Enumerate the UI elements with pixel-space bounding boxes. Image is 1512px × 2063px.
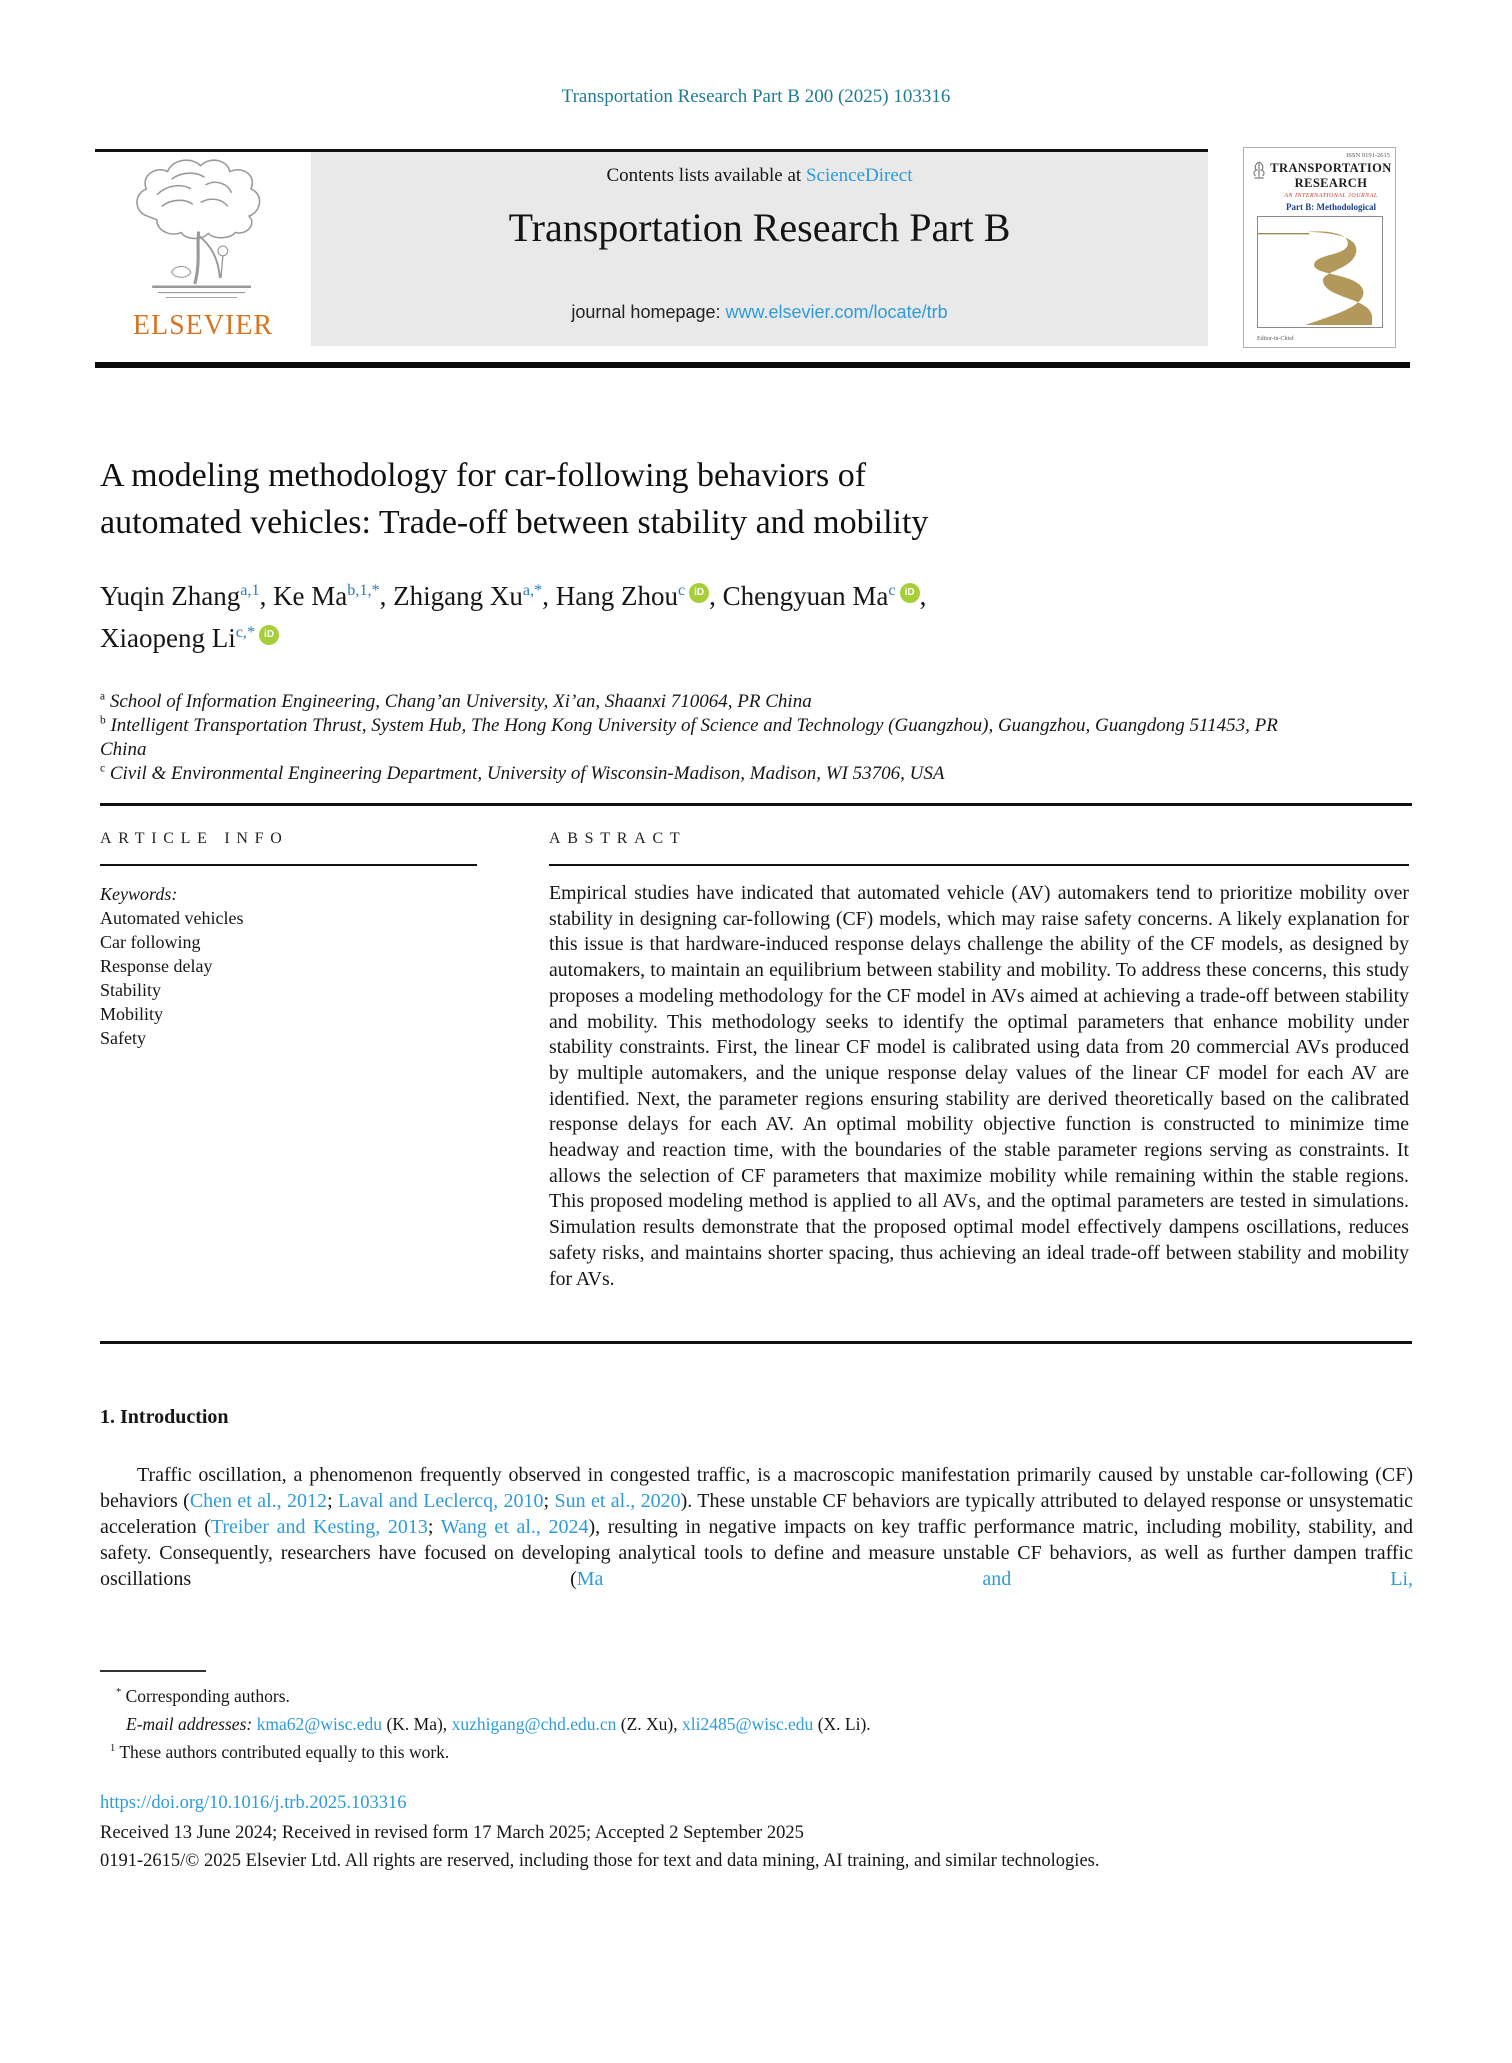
introduction-heading: 1. Introduction: [100, 1406, 229, 1428]
sciencedirect-link[interactable]: ScienceDirect: [805, 165, 913, 186]
email-after: (K. Ma),: [382, 1714, 452, 1734]
orcid-icon[interactable]: iD: [689, 583, 709, 603]
affiliation-list: [100, 690, 1290, 786]
footnote-one: 1: [110, 1743, 116, 1755]
email-label: E-mail addresses:: [126, 1714, 253, 1734]
journal-header-banner: [95, 152, 1208, 346]
footnote-block: [100, 1682, 1412, 1766]
cover-mini-elsevier-icon: [1251, 159, 1267, 181]
doi-link[interactable]: https://doi.org/10.1016/j.trb.2025.103316: [100, 1793, 407, 1813]
author-separator: ,: [379, 581, 394, 611]
author-name[interactable]: Yuqin Zhang: [100, 581, 241, 611]
email-after: (Z. Xu),: [616, 1714, 682, 1734]
author-list: [100, 575, 1412, 659]
email-link[interactable]: xuzhigang@chd.edu.cn: [451, 1714, 617, 1734]
citation-link[interactable]: Chen et al., 2012: [189, 1490, 328, 1512]
author-name[interactable]: Chengyuan Ma: [722, 581, 889, 611]
cover-issn: ISSN 0191-2615: [1346, 152, 1390, 159]
cover-title-line2: RESEARCH: [1294, 176, 1368, 190]
abstract-text: Empirical studies have indicated that automated vehicle (AV) automakers tend to prioritize mobility over stability in designing car-following (CF) models, which may raise safety concerns. A likely explanation for this issue is that hardware-induced response delays challenge the ability of the CF models, as designed by automakers, to maintain an equilibrium between stability and mobility. To address these concerns, this study proposes a modeling methodology for the CF model in AVs aimed at achieving a trade-off between stability and mobility. This methodology seeks to identify the optimal parameters that enhance mobility under stability constraints. First, the linear CF model is calibrated using data from 20 commercial AVs produced by multiple automakers, and the unique response delay values of the linear CF model for each AV are identified. Next, the parameter regions ensuring stability are derived theoretically based on the calibrated response delays for each AV. An optimal mobility objective function is constructed to minimize time headway and reaction time, with the boundaries of the stable parameter regions serving as constraints. It allows the selection of CF parameters that maximize mobility while remaining within the stable regions. This proposed modeling method is applied to all AVs, and the optimal parameters are tested in simulations. Simulation results demonstrate that the proposed optimal model effectively dampens oscillations, reduces safety risks, and maintains shorter spacing, thus achieving an ideal trade-off between stability and mobility for AVs.: [549, 882, 1409, 1290]
author-separator: ,: [709, 581, 723, 611]
homepage-line: [311, 302, 1208, 323]
citation-link[interactable]: Wang et al., 2024: [440, 1516, 589, 1538]
intro-text: Traffic oscillation, a phenomenon frequently observed in congested traffic, is a macroscopic manifestation primarily caused by unstable car-following (CF) behaviors (: [100, 1464, 1413, 1512]
author-affil-sup: a,1: [240, 581, 260, 599]
intro-text: ). These unstable CF behaviors are typically attributed to delayed response or unsystematic acceleration (: [100, 1490, 1414, 1538]
keyword-item: Response delay: [100, 956, 213, 976]
abstract-rule: [549, 864, 1409, 866]
keyword-item: Car following: [100, 932, 201, 952]
article-info-heading: ARTICLE INFO: [100, 830, 289, 847]
keyword-item: Mobility: [100, 1004, 164, 1024]
received-history: Received 13 June 2024; Received in revised form 17 March 2025; Accepted 2 September 2025: [100, 1823, 804, 1843]
author-affil-sup: a,*: [522, 581, 543, 599]
author-affil-sup: c: [888, 581, 896, 599]
author-separator: ,: [259, 581, 274, 611]
author-affil-sup: b,1,*: [347, 581, 380, 599]
keyword-item: Safety: [100, 1028, 146, 1048]
affiliation-text: School of Information Engineering, Chang’an University, Xi’an, Shaanxi 710064, PR China: [109, 691, 812, 712]
introduction-paragraph: [100, 1462, 1413, 1592]
author-name[interactable]: Ke Ma: [273, 581, 348, 611]
orcid-icon[interactable]: iD: [259, 625, 279, 645]
affiliation-sup: a: [100, 690, 106, 703]
author-affil-sup: c,*: [235, 623, 256, 641]
intro-text: ;: [327, 1490, 339, 1512]
contents-line: [311, 165, 1208, 187]
intro-text: ), resulting in negative impacts on key traffic performance matric, including mobility, stability, and safety. Consequently, researchers have focused on developing analytical tools to define and measure unstable CF behaviors, as well as further dampen traffic oscillations (: [100, 1516, 1413, 1590]
citation-link[interactable]: Ma and Li,: [576, 1568, 1414, 1590]
citation-link[interactable]: Sun et al., 2020: [554, 1490, 681, 1512]
affiliation-sup: b: [100, 714, 106, 727]
header-bottom-rule: [95, 362, 1410, 368]
footnote-corresponding: [100, 1682, 1412, 1710]
page-citation: Transportation Research Part B 200 (2025) 103316: [561, 86, 951, 107]
affiliation-item: [100, 714, 1290, 762]
affiliation-item: [100, 690, 1290, 714]
author-row-2: [100, 617, 1412, 659]
author-separator: ,: [919, 581, 927, 611]
author-name[interactable]: Zhigang Xu: [393, 581, 523, 611]
keyword-item: Stability: [100, 980, 162, 1000]
article-info-rule: [100, 864, 477, 866]
intro-text: ;: [543, 1490, 555, 1512]
cover-title-line1: TRANSPORTATION: [1270, 161, 1392, 175]
elsevier-tree-logo-icon: [113, 156, 293, 311]
intro-text: ;: [427, 1516, 441, 1538]
affiliation-text: Civil & Environmental Engineering Department, University of Wisconsin-Madison, Madison, WI 53706, USA: [109, 763, 945, 784]
author-affil-sup: c: [677, 581, 686, 599]
footnote-equal-contribution: [100, 1738, 1412, 1766]
email-link[interactable]: xli2485@wisc.edu: [682, 1714, 814, 1734]
footnote-emails: [100, 1710, 1412, 1738]
journal-cover-thumbnail[interactable]: [1243, 147, 1396, 348]
author-separator: ,: [542, 581, 556, 611]
section-top-rule: [100, 803, 1412, 806]
journal-title: Transportation Research Part B: [508, 205, 1011, 250]
elsevier-wordmark: ELSEVIER: [132, 310, 274, 341]
citation-link[interactable]: Laval and Leclercq, 2010: [338, 1490, 544, 1512]
orcid-icon[interactable]: iD: [900, 583, 920, 603]
homepage-link[interactable]: www.elsevier.com/locate/trb: [725, 302, 948, 322]
author-name[interactable]: Hang Zhou: [555, 581, 678, 611]
email-after: (X. Li).: [813, 1714, 871, 1734]
keyword-item: Automated vehicles: [100, 908, 244, 928]
banner-gray-panel: [311, 152, 1208, 346]
affiliation-item: [100, 762, 1290, 786]
footnote-text: These authors contributed equally to this work.: [119, 1742, 450, 1762]
article-title-line1: A modeling methodology for car-following behaviors of: [100, 457, 867, 494]
cover-art-frame: [1257, 216, 1383, 328]
footnote-asterisk: *: [116, 1687, 122, 1699]
keywords-block: [100, 882, 476, 1050]
author-row-1: [100, 575, 1412, 617]
cover-subtitle: AN INTERNATIONAL JOURNAL: [1284, 193, 1378, 199]
article-title: [100, 452, 1412, 546]
section-bottom-rule: [100, 1341, 1412, 1344]
affiliation-sup: c: [100, 762, 106, 775]
cover-part-line: Part B: Methodological: [1286, 202, 1376, 212]
abstract-heading: ABSTRACT: [549, 830, 687, 847]
citation-link[interactable]: Treiber and Kesting, 2013: [210, 1516, 428, 1538]
email-link[interactable]: kma62@wisc.edu: [256, 1714, 383, 1734]
footnote-text: Corresponding authors.: [125, 1686, 290, 1706]
keywords-label: Keywords:: [100, 884, 178, 904]
author-name[interactable]: Xiaopeng Li: [100, 623, 236, 653]
rights-line: 0191-2615/© 2025 Elsevier Ltd. All rights are reserved, including those for text and data mining, AI training, and similar technologies.: [100, 1851, 1100, 1871]
footnote-rule: [100, 1670, 206, 1672]
article-title-line2: automated vehicles: Trade-off between stability and mobility: [100, 504, 929, 541]
contents-prefix: Contents lists available at: [606, 165, 806, 186]
cover-road-art: [1258, 217, 1382, 327]
homepage-prefix: journal homepage:: [571, 302, 726, 322]
cover-editor-line: Editor-in-Chief: [1257, 336, 1294, 342]
affiliation-text: Intelligent Transportation Thrust, System Hub, The Hong Kong University of Science and Technology (Guangzhou), Guangzhou, Guangdong 511453, PR China: [100, 715, 1278, 760]
